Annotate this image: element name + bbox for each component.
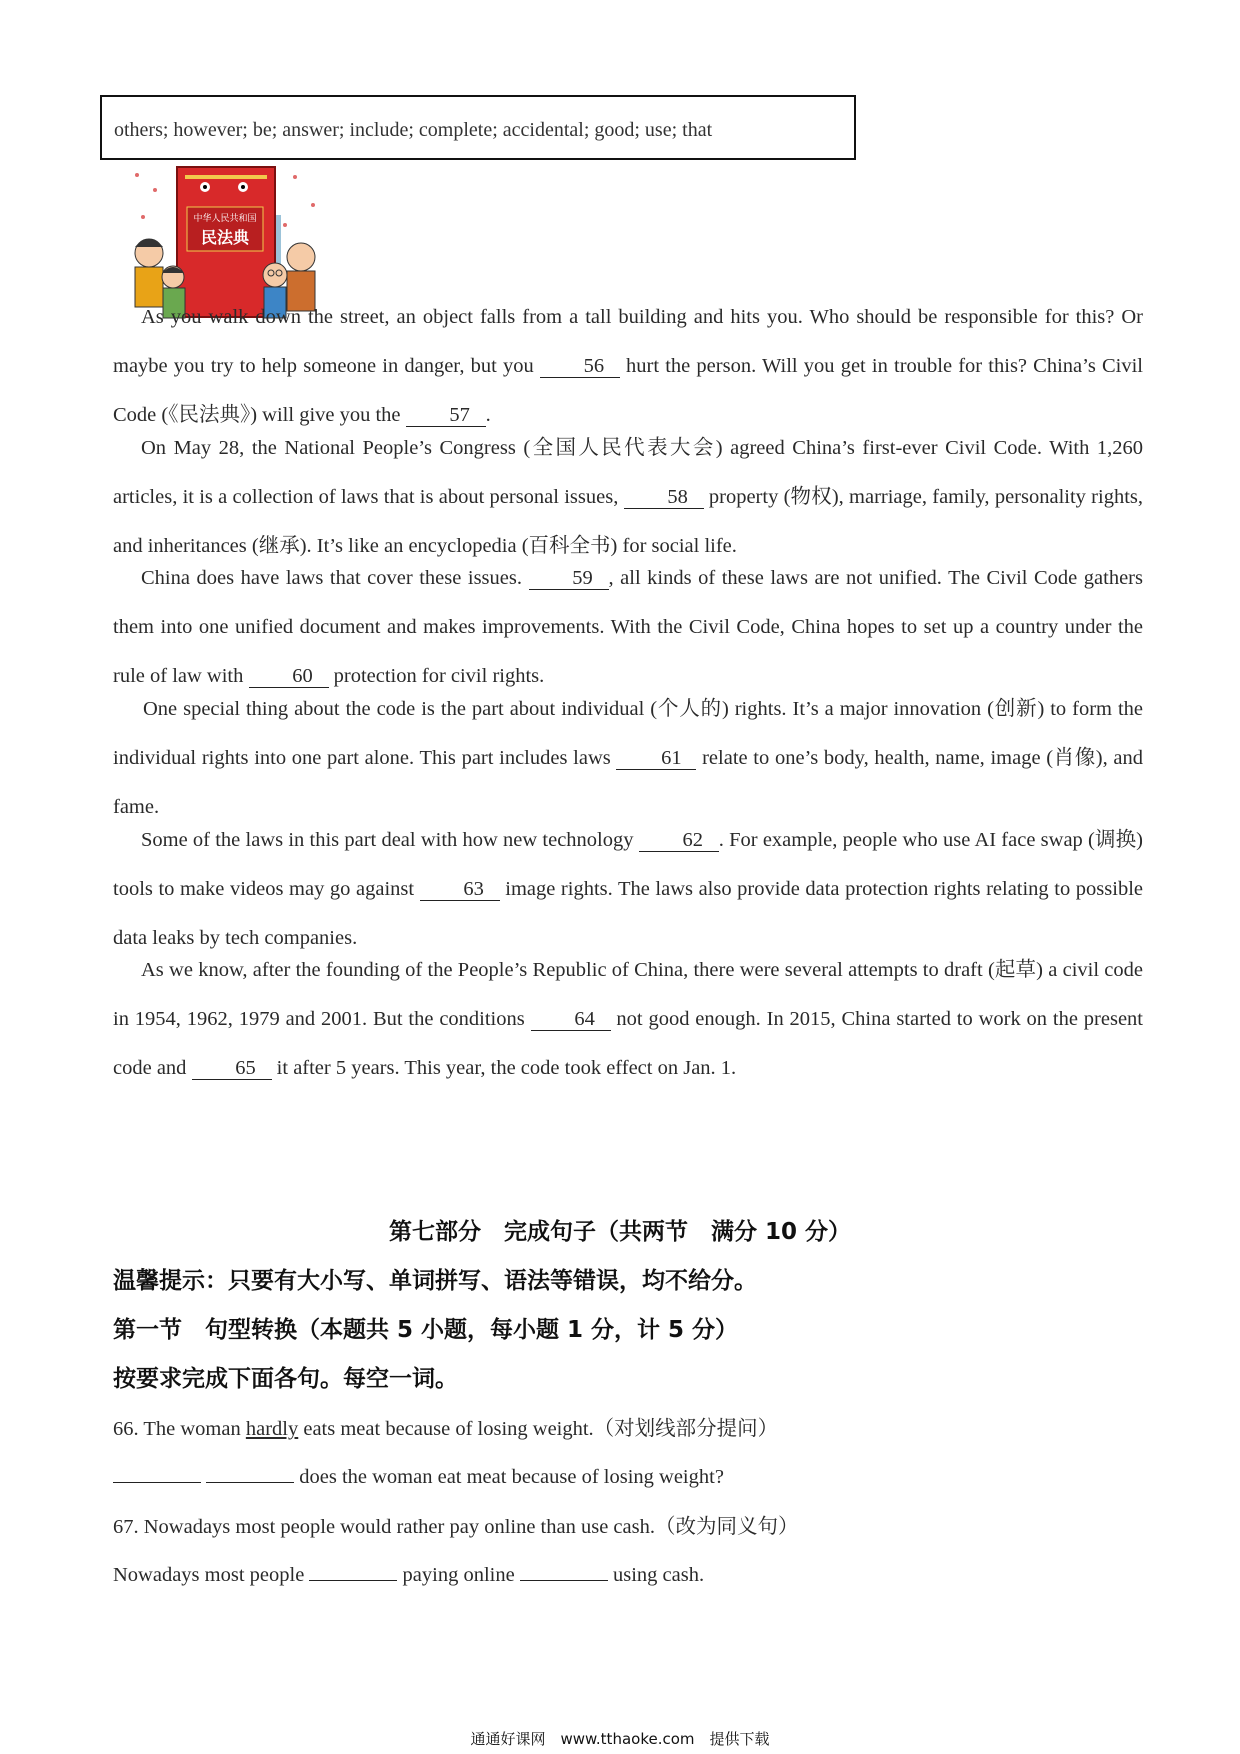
blank-62[interactable]: 62 [639,829,719,852]
word-bank-box: others; however; be; answer; include; complete; accidental; good; use; that [100,95,856,160]
blank-56[interactable]: 56 [540,355,620,378]
book-title-line1: 中华人民共和国 [193,214,257,224]
blank-60[interactable]: 60 [249,665,329,688]
book-title-line2: 民法典 [200,228,250,247]
paragraph-4: One special thing about the code is the part about individual (个人的) rights. It’s a major innovation (创新) to form the individual rights into one part alone. This part includes laws 61 relate to one’s body, health, name, image (肖像), and fame. [113,698,1144,818]
section-7-title: 第七部分 完成句子（共两节 满分 10 分） [388,1219,852,1245]
paragraph-2: On May 28, the National People’s Congress (全国人民代表大会) agreed China’s first-ever Civil Code. With 1,260 articles, it is a collection of laws that is about personal issues, 58 property (物权), marriage, family, personality rights, and inheritances (继承). It’s like an encyclopedia (百科全书) for social life. [113,437,1143,557]
instructions: 按要求完成下面各句。每空一词。 [113,1366,458,1392]
footer: 通通好课网 www.tthaoke.com 提供下载 [470,1730,770,1748]
paragraph-6: As we know, after the founding of the People’s Republic of China, there were several attempts to draft (起草) a civil code in 1954, 1962, 1979 and 2001. But the conditions 64 not good enough. In 2015, China started to work on the present code and 65 it after 5 years. This year, the code took effect on Jan. 1. [113,959,1143,1079]
blank-59[interactable]: 59 [529,567,609,590]
answer-blank-66-2[interactable] [206,1460,294,1483]
blank-63[interactable]: 63 [420,878,500,901]
underlined-word: hardly [245,1418,299,1440]
answer-blank-66-1[interactable] [113,1460,201,1483]
question-67-answer: Nowadays most people paying online using cash. [113,1558,704,1587]
question-67: 67. Nowadays most people would rather pay online than use cash.（改为同义句） [113,1516,799,1538]
question-66-answer: does the woman eat meat because of losing weight? [113,1460,724,1489]
paragraph-5: Some of the laws in this part deal with how new technology 62 . For example, people who use AI face swap (调换) tools to make videos may go against 63 image rights. The laws also provide data protection rights relating to possible data leaks by tech companies. [113,829,1143,949]
paragraph-3: China does have laws that cover these issues. 59 , all kinds of these laws are not unified. The Civil Code gathers them into one unified document and makes improvements. With the Civil Code, China hopes to set up a country under the rule of law with 60 protection for civil rights. [113,567,1143,687]
answer-blank-67-2[interactable] [520,1558,608,1581]
blank-64[interactable]: 64 [531,1008,611,1031]
section-1-title: 第一节 句型转换（本题共 5 小题，每小题 1 分，计 5 分） [113,1317,739,1343]
answer-blank-67-1[interactable] [309,1558,397,1581]
blank-65[interactable]: 65 [192,1057,272,1080]
blank-61[interactable]: 61 [616,747,696,770]
warm-tip: 温馨提示：只要有大小写、单词拼写、语法等错误，均不给分。 [113,1268,757,1294]
blank-58[interactable]: 58 [624,486,704,509]
blank-57[interactable]: 57 [406,404,486,427]
paragraph-1: As you walk down the street, an object falls from a tall building and hits you. Who should be responsible for this? Or maybe you try to help someone in danger, but you 56 hurt the person. Will you get in trouble for this? China’s Civil Code (《民法典》) will give you the 57 . [113,306,1143,426]
question-66: 66. The woman hardly eats meat because of losing weight.（对划线部分提问） [113,1418,779,1440]
